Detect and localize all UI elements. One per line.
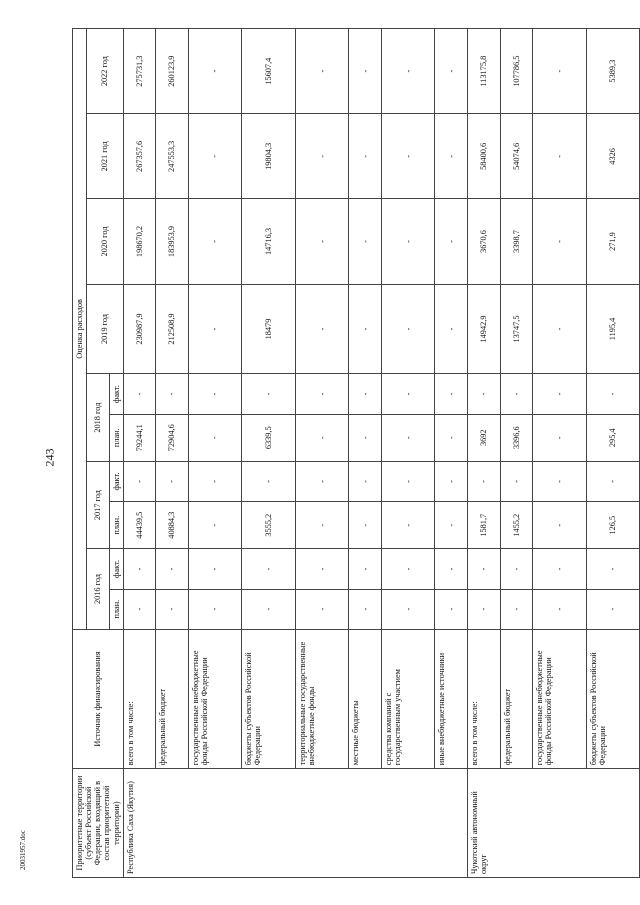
value-cell: - (295, 284, 349, 374)
funding-source: бюджеты субъектов Российской Федерации (242, 629, 296, 769)
table-row (381, 29, 435, 878)
value-cell: - (123, 374, 156, 414)
source-header: Источник финансирования (73, 629, 124, 769)
value-cell: 4326 (586, 114, 640, 199)
value-cell: - (586, 589, 640, 629)
funding-source: бюджеты субъектов Российской Федерации (586, 629, 640, 769)
value-cell: - (586, 374, 640, 414)
value-cell: 3692 (468, 414, 501, 461)
funding-source: иные внебюджетные источники (435, 629, 468, 769)
value-cell: 6339,5 (242, 414, 296, 461)
value-cell: - (381, 549, 435, 589)
value-cell: - (468, 461, 501, 501)
value-cell: 212508,9 (156, 284, 189, 374)
value-cell: - (435, 589, 468, 629)
value-cell: 183953,9 (156, 199, 189, 284)
year-2019-header: 2019 год (87, 284, 124, 374)
value-cell: - (533, 29, 587, 114)
value-cell: - (188, 29, 242, 114)
value-cell: - (381, 589, 435, 629)
value-cell: - (500, 589, 533, 629)
value-cell: 295,4 (586, 414, 640, 461)
page-number: 243 (42, 448, 57, 467)
value-cell: 3555,2 (242, 502, 296, 549)
table-row (500, 29, 533, 878)
region-name: Республика Саха (Якутия) (123, 769, 467, 878)
value-cell: - (295, 199, 349, 284)
value-cell: 126,5 (586, 502, 640, 549)
value-cell: - (295, 29, 349, 114)
value-cell: - (123, 461, 156, 501)
value-cell: - (435, 114, 468, 199)
value-cell: - (533, 414, 587, 461)
value-cell: - (435, 502, 468, 549)
value-cell: 19804,3 (242, 114, 296, 199)
value-cell: - (188, 589, 242, 629)
value-cell: - (533, 284, 587, 374)
value-cell: - (156, 374, 189, 414)
value-cell: - (435, 284, 468, 374)
fact-header: факт. (109, 461, 123, 501)
value-cell: 1455,2 (500, 502, 533, 549)
value-cell: - (349, 589, 382, 629)
value-cell: - (242, 461, 296, 501)
value-cell: 3398,7 (500, 199, 533, 284)
value-cell: - (381, 114, 435, 199)
value-cell: 18479 (242, 284, 296, 374)
value-cell: - (349, 374, 382, 414)
table-row (586, 29, 640, 878)
table-body (123, 29, 640, 878)
value-cell: - (533, 114, 587, 199)
table-row (468, 29, 501, 878)
value-cell: - (349, 199, 382, 284)
value-cell: 44439,5 (123, 502, 156, 549)
value-cell: - (295, 414, 349, 461)
value-cell: 5389,3 (586, 29, 640, 114)
year-2021-header: 2021 год (87, 114, 124, 199)
value-cell: 13747,5 (500, 284, 533, 374)
value-cell: - (349, 284, 382, 374)
value-cell: - (156, 461, 189, 501)
value-cell: 267357,6 (123, 114, 156, 199)
estimate-header: Оценка расходов (73, 29, 87, 630)
table-row (156, 29, 189, 878)
footer-document-code: 20031957.doc (19, 830, 27, 870)
header-row-1 (73, 29, 87, 878)
year-2016-header: 2016 год (87, 549, 109, 629)
fact-header: факт. (109, 374, 123, 414)
value-cell: - (295, 502, 349, 549)
value-cell: - (188, 549, 242, 589)
value-cell: - (533, 589, 587, 629)
value-cell: - (188, 284, 242, 374)
value-cell: - (349, 549, 382, 589)
value-cell: - (156, 589, 189, 629)
plan-header: план. (109, 589, 123, 629)
value-cell: - (295, 589, 349, 629)
value-cell: - (295, 549, 349, 589)
value-cell: - (586, 549, 640, 589)
value-cell: - (188, 374, 242, 414)
funding-source: местные бюджеты (349, 629, 382, 769)
value-cell: - (435, 549, 468, 589)
value-cell: - (500, 461, 533, 501)
value-cell: 14716,3 (242, 199, 296, 284)
value-cell: 260123,9 (156, 29, 189, 114)
value-cell: - (435, 414, 468, 461)
value-cell: 3396,6 (500, 414, 533, 461)
value-cell: - (435, 29, 468, 114)
value-cell: 247553,3 (156, 114, 189, 199)
value-cell: - (468, 549, 501, 589)
year-2022-header: 2022 год (87, 29, 124, 114)
value-cell: - (349, 29, 382, 114)
year-2018-header: 2018 год (87, 374, 109, 461)
value-cell: - (242, 589, 296, 629)
value-cell: - (295, 114, 349, 199)
value-cell: - (188, 199, 242, 284)
value-cell: 271,9 (586, 199, 640, 284)
plan-header: план. (109, 502, 123, 549)
funding-source: государственные внебюджетные фонды Российской Федерации (533, 629, 587, 769)
value-cell: 113175,8 (468, 29, 501, 114)
funding-source: федеральный бюджет (500, 629, 533, 769)
value-cell: 54074,6 (500, 114, 533, 199)
value-cell: 58400,6 (468, 114, 501, 199)
value-cell: - (468, 589, 501, 629)
value-cell: - (349, 461, 382, 501)
value-cell: 1195,4 (586, 284, 640, 374)
value-cell: 79244,1 (123, 414, 156, 461)
value-cell: - (500, 549, 533, 589)
value-cell: 230987,9 (123, 284, 156, 374)
table-row (349, 29, 382, 878)
value-cell: - (381, 374, 435, 414)
value-cell: - (123, 589, 156, 629)
value-cell: - (500, 374, 533, 414)
value-cell: - (188, 114, 242, 199)
value-cell: - (123, 549, 156, 589)
value-cell: - (533, 549, 587, 589)
value-cell: - (435, 199, 468, 284)
value-cell: - (435, 461, 468, 501)
value-cell: 40884,3 (156, 502, 189, 549)
table-row (295, 29, 349, 878)
value-cell: - (435, 374, 468, 414)
value-cell: - (156, 549, 189, 589)
year-2020-header: 2020 год (87, 199, 124, 284)
funding-source: федеральный бюджет (156, 629, 189, 769)
value-cell: - (242, 374, 296, 414)
value-cell: - (381, 29, 435, 114)
table-row (435, 29, 468, 878)
value-cell: - (533, 374, 587, 414)
value-cell: 275731,3 (123, 29, 156, 114)
region-name: Чукотский автономный округ (468, 769, 640, 878)
rotated-table-container (72, 28, 632, 878)
value-cell: - (381, 284, 435, 374)
value-cell: - (533, 199, 587, 284)
value-cell: - (381, 199, 435, 284)
value-cell: - (586, 461, 640, 501)
value-cell: - (295, 374, 349, 414)
value-cell: - (468, 374, 501, 414)
value-cell: - (295, 461, 349, 501)
value-cell: - (349, 414, 382, 461)
funding-source: всего в том числе: (468, 629, 501, 769)
funding-source: средства компаний с государственным участием (381, 629, 435, 769)
fact-header: факт. (109, 549, 123, 589)
table-row (242, 29, 296, 878)
value-cell: 3670,6 (468, 199, 501, 284)
value-cell: 72904,6 (156, 414, 189, 461)
value-cell: - (188, 414, 242, 461)
plan-header: план. (109, 414, 123, 461)
funding-source: государственные внебюджетные фонды Российской Федерации (188, 629, 242, 769)
value-cell: 107786,5 (500, 29, 533, 114)
table-row (123, 29, 156, 878)
expenditure-table (72, 28, 640, 878)
value-cell: - (188, 461, 242, 501)
value-cell: - (381, 414, 435, 461)
funding-source: всего в том числе: (123, 629, 156, 769)
value-cell: - (188, 502, 242, 549)
table-row (188, 29, 242, 878)
value-cell: - (533, 502, 587, 549)
value-cell: 198670,2 (123, 199, 156, 284)
value-cell: - (381, 502, 435, 549)
funding-source: территориальные государственные внебюджетные фонды (295, 629, 349, 769)
value-cell: - (533, 461, 587, 501)
value-cell: - (242, 549, 296, 589)
value-cell: 14942,9 (468, 284, 501, 374)
value-cell: 1581,7 (468, 502, 501, 549)
value-cell: - (381, 461, 435, 501)
value-cell: - (349, 502, 382, 549)
year-2017-header: 2017 год (87, 461, 109, 548)
value-cell: - (349, 114, 382, 199)
value-cell: 15607,4 (242, 29, 296, 114)
territory-header: Приоритетные территории (субъект Российской Федерации, входящий в состав приоритетной территории) (73, 769, 124, 878)
table-row (533, 29, 587, 878)
